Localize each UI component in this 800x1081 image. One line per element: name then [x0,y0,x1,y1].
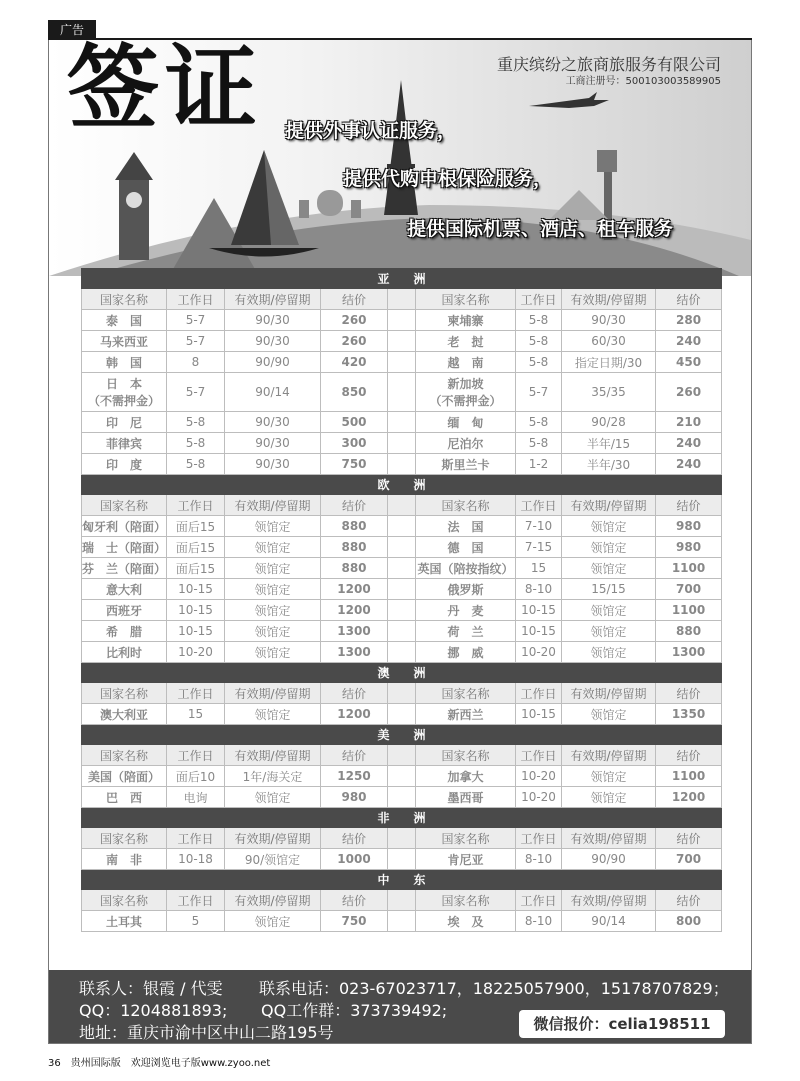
table-row [82,412,722,433]
price: 1300 [321,642,388,663]
processing-days: 5-8 [516,412,562,433]
region-name: 欧 洲 [82,475,722,495]
processing-days: 面后10 [167,766,225,787]
price: 420 [321,352,388,373]
price: 240 [656,454,722,475]
visa-title: 签证 [67,40,264,142]
region-row [82,870,722,890]
validity-stay: 领馆定 [562,766,656,787]
price: 980 [656,516,722,537]
country-name: 肯尼亚 [416,849,516,870]
country-name: 缅 甸 [416,412,516,433]
column-header: 国家名称 [416,828,516,849]
processing-days: 5-8 [516,310,562,331]
column-header: 工作日 [516,828,562,849]
validity-stay: 领馆定 [225,787,321,808]
table-gap [388,621,416,642]
validity-stay: 90/领馆定 [225,849,321,870]
processing-days: 8-10 [516,849,562,870]
table-row [82,454,722,475]
column-header: 有效期/停留期 [562,745,656,766]
table-row [82,331,722,352]
column-header: 国家名称 [416,890,516,911]
table-gap [388,704,416,725]
region-row [82,475,722,495]
processing-days: 10-15 [516,621,562,642]
price: 1200 [321,704,388,725]
slogan-1: 提供外事认证服务， [285,120,457,142]
region-row [82,725,722,745]
processing-days: 7-10 [516,516,562,537]
contact-address: 地址：重庆市渝中区中山二路195号 [79,1023,334,1042]
column-header: 国家名称 [82,745,167,766]
table-gap [388,537,416,558]
validity-stay: 领馆定 [225,537,321,558]
column-header: 结价 [321,683,388,704]
price: 1250 [321,766,388,787]
price: 260 [321,331,388,352]
country-name: 匈牙利（陪面） [82,516,167,537]
processing-days: 5-8 [516,433,562,454]
validity-stay: 90/30 [225,310,321,331]
region-row [82,663,722,683]
table-row [82,766,722,787]
column-header: 工作日 [167,828,225,849]
column-header: 结价 [656,495,722,516]
table-gap [388,516,416,537]
table-row [82,310,722,331]
column-header: 有效期/停留期 [562,289,656,310]
validity-stay: 领馆定 [225,558,321,579]
processing-days: 5-7 [167,373,225,412]
table-gap [388,828,416,849]
column-header-row [82,289,722,310]
price: 1350 [656,704,722,725]
country-name: 墨西哥 [416,787,516,808]
table-gap [388,454,416,475]
column-header: 国家名称 [416,683,516,704]
table-gap [388,331,416,352]
table-row [82,621,722,642]
column-header: 国家名称 [82,828,167,849]
column-header: 国家名称 [82,289,167,310]
validity-stay: 领馆定 [225,642,321,663]
column-header: 有效期/停留期 [225,289,321,310]
processing-days: 5-8 [167,412,225,433]
column-header: 国家名称 [416,289,516,310]
table-row [82,579,722,600]
price: 1300 [656,642,722,663]
table-row [82,352,722,373]
country-name: 澳大利亚 [82,704,167,725]
wechat-badge: 微信报价：celia198511 [519,1010,725,1038]
validity-stay: 领馆定 [562,621,656,642]
column-header: 工作日 [516,890,562,911]
country-name: 越 南 [416,352,516,373]
column-header: 工作日 [167,745,225,766]
table-row [82,704,722,725]
processing-days: 10-20 [516,766,562,787]
price: 880 [321,558,388,579]
price: 500 [321,412,388,433]
processing-days: 5-8 [167,454,225,475]
country-name: 意大利 [82,579,167,600]
table-gap [388,849,416,870]
validity-stay: 领馆定 [225,704,321,725]
company-name: 重庆缤纷之旅商旅服务有限公司 [496,55,721,74]
country-name: 希 腊 [82,621,167,642]
country-name: 芬 兰（陪面） [82,558,167,579]
page-footer: 36 贵州国际版 欢迎浏览电子版www.zyoo.net [48,1058,271,1069]
price: 1300 [321,621,388,642]
processing-days: 1-2 [516,454,562,475]
contact-qq-group: QQ工作群：373739492; [261,1001,448,1020]
validity-stay: 领馆定 [562,537,656,558]
price: 980 [656,537,722,558]
processing-days: 10-15 [167,579,225,600]
price: 1000 [321,849,388,870]
table-gap [388,289,416,310]
processing-days: 8-10 [516,579,562,600]
table-gap [388,433,416,454]
region-row [82,269,722,289]
table-row [82,373,722,412]
price: 280 [656,310,722,331]
price: 800 [656,911,722,932]
processing-days: 10-15 [167,600,225,621]
table-gap [388,683,416,704]
column-header: 工作日 [167,683,225,704]
price: 700 [656,579,722,600]
column-header: 有效期/停留期 [562,890,656,911]
price: 260 [656,373,722,412]
table-row [82,537,722,558]
processing-days: 15 [167,704,225,725]
validity-stay: 领馆定 [225,600,321,621]
processing-days: 15 [516,558,562,579]
price: 700 [656,849,722,870]
country-name: 英国（陪按指纹） [416,558,516,579]
processing-days: 面后15 [167,537,225,558]
table-gap [388,495,416,516]
processing-days: 10-15 [516,704,562,725]
column-header: 结价 [321,828,388,849]
validity-stay: 半年/30 [562,454,656,475]
validity-stay: 领馆定 [562,516,656,537]
contact-footer [49,970,751,1044]
column-header: 工作日 [167,890,225,911]
country-name: 比利时 [82,642,167,663]
price: 1100 [656,766,722,787]
column-header-row [82,828,722,849]
price: 880 [656,621,722,642]
table-row [82,433,722,454]
validity-stay: 领馆定 [562,600,656,621]
table-gap [388,745,416,766]
country-name: 巴 西 [82,787,167,808]
table-gap [388,558,416,579]
table-row [82,849,722,870]
price: 980 [321,787,388,808]
price: 1100 [656,558,722,579]
processing-days: 10-15 [516,600,562,621]
validity-stay: 90/30 [562,310,656,331]
processing-days: 10-20 [516,642,562,663]
price: 1100 [656,600,722,621]
country-name: 挪 威 [416,642,516,663]
validity-stay: 半年/15 [562,433,656,454]
validity-stay: 领馆定 [562,787,656,808]
column-header: 结价 [656,683,722,704]
country-name: 俄罗斯 [416,579,516,600]
processing-days: 5-7 [167,310,225,331]
column-header: 结价 [656,745,722,766]
table-gap [388,911,416,932]
column-header: 工作日 [516,495,562,516]
ad-tag: 广告 [48,20,96,40]
price: 1200 [656,787,722,808]
country-name: 韩 国 [82,352,167,373]
slogan-2: 提供代购申根保险服务， [343,168,553,190]
country-name: 西班牙 [82,600,167,621]
slogan-3: 提供国际机票、酒店、租车服务 [407,218,674,240]
contact-qq: QQ：1204881893; [79,1001,228,1020]
table-row [82,911,722,932]
price: 210 [656,412,722,433]
column-header: 结价 [321,495,388,516]
column-header: 结价 [321,890,388,911]
country-name: 南 非 [82,849,167,870]
country-name: 法 国 [416,516,516,537]
table-row [82,787,722,808]
price: 850 [321,373,388,412]
column-header: 结价 [656,890,722,911]
table-row [82,558,722,579]
validity-stay: 领馆定 [225,911,321,932]
region-row [82,808,722,828]
table-gap [388,579,416,600]
country-name: 土耳其 [82,911,167,932]
processing-days: 8-10 [516,911,562,932]
price: 260 [321,310,388,331]
table-row [82,516,722,537]
price: 300 [321,433,388,454]
visa-price-table [81,268,722,932]
hero-banner [49,40,751,276]
country-name: 菲律宾 [82,433,167,454]
region-name: 亚 洲 [82,269,722,289]
table-gap [388,310,416,331]
validity-stay: 60/30 [562,331,656,352]
processing-days: 5-8 [167,433,225,454]
column-header: 工作日 [167,289,225,310]
column-header-row [82,890,722,911]
validity-stay: 90/28 [562,412,656,433]
validity-stay: 90/14 [225,373,321,412]
country-name: 斯里兰卡 [416,454,516,475]
country-name: 日 本 （不需押金） [82,373,167,412]
processing-days: 5-8 [516,331,562,352]
processing-days: 面后15 [167,516,225,537]
validity-stay: 90/30 [225,454,321,475]
processing-days: 5-7 [516,373,562,412]
validity-stay: 领馆定 [225,579,321,600]
column-header: 国家名称 [82,683,167,704]
column-header: 结价 [321,745,388,766]
price: 240 [656,331,722,352]
validity-stay: 领馆定 [562,642,656,663]
column-header: 有效期/停留期 [562,683,656,704]
processing-days: 10-18 [167,849,225,870]
validity-stay: 90/90 [562,849,656,870]
validity-stay: 领馆定 [562,704,656,725]
registration-number: 工商注册号：500103003589905 [565,76,721,87]
table-row [82,600,722,621]
price: 450 [656,352,722,373]
processing-days: 5-7 [167,331,225,352]
price: 750 [321,911,388,932]
price: 750 [321,454,388,475]
validity-stay: 1年/海关定 [225,766,321,787]
country-name: 荷 兰 [416,621,516,642]
column-header: 有效期/停留期 [225,683,321,704]
country-name: 马来西亚 [82,331,167,352]
region-name: 美 洲 [82,725,722,745]
country-name: 印 尼 [82,412,167,433]
column-header: 有效期/停留期 [225,745,321,766]
table-gap [388,600,416,621]
column-header: 有效期/停留期 [562,828,656,849]
column-header-row [82,683,722,704]
validity-stay: 35/35 [562,373,656,412]
table-gap [388,352,416,373]
region-name: 中 东 [82,870,722,890]
region-name: 非 洲 [82,808,722,828]
price: 1200 [321,600,388,621]
table-gap [388,787,416,808]
country-name: 德 国 [416,537,516,558]
country-name: 瑞 士（陪面） [82,537,167,558]
country-name: 泰 国 [82,310,167,331]
column-header: 国家名称 [416,495,516,516]
processing-days: 5-8 [516,352,562,373]
column-header: 工作日 [516,289,562,310]
column-header: 工作日 [167,495,225,516]
country-name: 尼泊尔 [416,433,516,454]
column-header-row [82,495,722,516]
price: 1200 [321,579,388,600]
column-header: 国家名称 [82,890,167,911]
ad-frame [48,40,752,1044]
price: 240 [656,433,722,454]
column-header: 国家名称 [82,495,167,516]
processing-days: 10-15 [167,621,225,642]
country-name: 埃 及 [416,911,516,932]
validity-stay: 领馆定 [225,516,321,537]
country-name: 加拿大 [416,766,516,787]
validity-stay: 90/30 [225,412,321,433]
column-header: 有效期/停留期 [562,495,656,516]
country-name: 印 度 [82,454,167,475]
country-name: 新西兰 [416,704,516,725]
contact-person: 联系人：银霞 / 代雯 [79,979,223,998]
table-gap [388,766,416,787]
processing-days: 10-20 [516,787,562,808]
region-name: 澳 洲 [82,663,722,683]
column-header: 国家名称 [416,745,516,766]
price: 880 [321,537,388,558]
validity-stay: 90/90 [225,352,321,373]
column-header: 有效期/停留期 [225,828,321,849]
table-row [82,642,722,663]
country-name: 柬埔寨 [416,310,516,331]
column-header: 工作日 [516,745,562,766]
processing-days: 10-20 [167,642,225,663]
validity-stay: 90/30 [225,331,321,352]
processing-days: 7-15 [516,537,562,558]
country-name: 新加坡 （不需押金） [416,373,516,412]
country-name: 丹 麦 [416,600,516,621]
table-gap [388,412,416,433]
column-header: 工作日 [516,683,562,704]
processing-days: 5 [167,911,225,932]
table-gap [388,642,416,663]
column-header-row [82,745,722,766]
processing-days: 8 [167,352,225,373]
table-gap [388,890,416,911]
processing-days: 面后15 [167,558,225,579]
validity-stay: 90/14 [562,911,656,932]
validity-stay: 90/30 [225,433,321,454]
validity-stay: 领馆定 [225,621,321,642]
validity-stay: 领馆定 [562,558,656,579]
validity-stay: 指定日期/30 [562,352,656,373]
contact-phone: 联系电话：023-67023717，18225057900，15178707829； [259,979,729,998]
column-header: 结价 [656,289,722,310]
country-name: 老 挝 [416,331,516,352]
table-gap [388,373,416,412]
price: 880 [321,516,388,537]
column-header: 有效期/停留期 [225,495,321,516]
column-header: 结价 [656,828,722,849]
country-name: 美国（陪面） [82,766,167,787]
column-header: 结价 [321,289,388,310]
column-header: 有效期/停留期 [225,890,321,911]
processing-days: 电询 [167,787,225,808]
validity-stay: 15/15 [562,579,656,600]
